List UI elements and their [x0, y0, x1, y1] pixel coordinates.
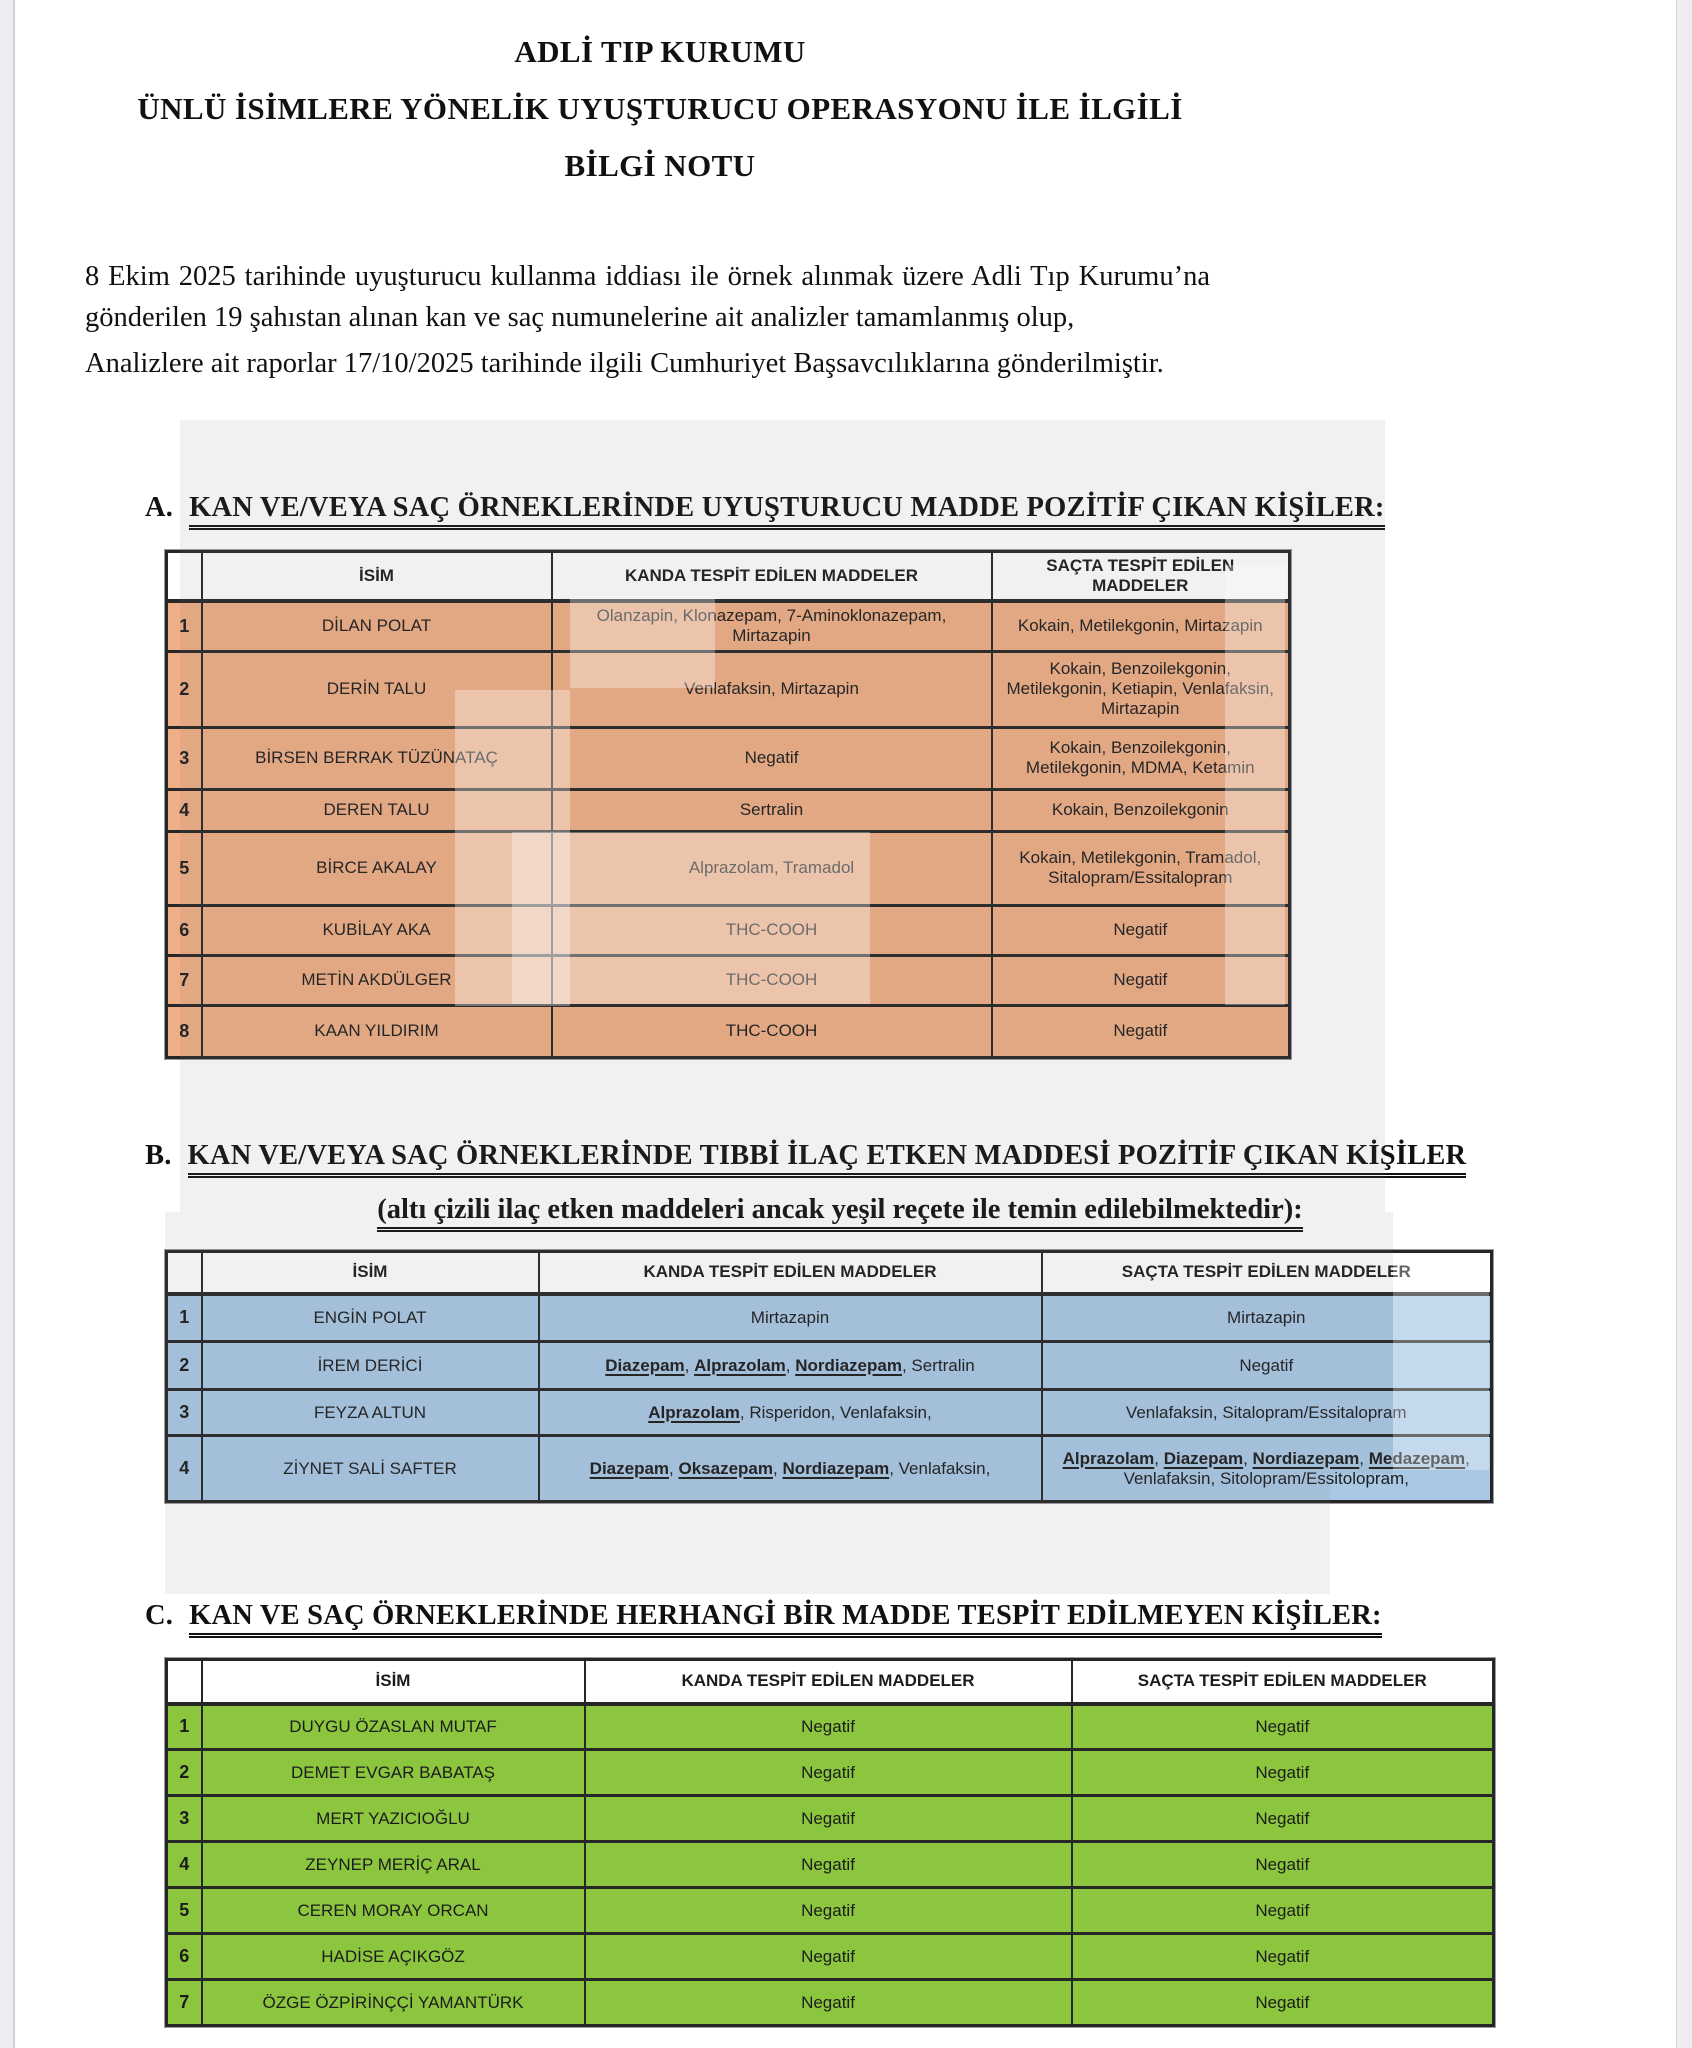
table-row — [167, 1342, 1492, 1390]
table-row — [167, 1294, 1492, 1342]
row-number-cell: 3 — [167, 1796, 202, 1842]
hair-substances-cell: Kokain, Benzoilekgonin, Metilekgonin, Ketiapin, Venlafaksin, Mirtazapin — [992, 651, 1290, 727]
person-name-cell: METİN AKDÜLGER — [202, 955, 552, 1005]
document-title-note: BİLGİ NOTU — [564, 148, 756, 183]
table-row — [167, 955, 1290, 1005]
column-header: SAÇTA TESPİT EDİLEN MADDELER — [992, 552, 1290, 602]
blood-substances-cell: Negatif — [552, 727, 992, 789]
hair-substances-cell: Negatif — [992, 1005, 1290, 1057]
row-number-cell: 1 — [167, 601, 202, 651]
green-prescription-substance: Nordiazepam — [782, 1458, 890, 1478]
hair-substances-cell: Negatif — [1072, 1842, 1494, 1888]
blood-substances-cell: Negatif — [585, 1796, 1072, 1842]
blood-substances-cell: Alprazolam, Risperidon, Venlafaksin, — [539, 1390, 1042, 1436]
person-name-cell: DEMET EVGAR BABATAŞ — [202, 1750, 585, 1796]
person-name-cell: DİLAN POLAT — [202, 601, 552, 651]
row-number-cell: 4 — [167, 1842, 202, 1888]
table-row — [167, 905, 1290, 955]
table-row — [167, 1842, 1494, 1888]
green-prescription-substance: Oksazepam — [678, 1458, 773, 1478]
table-row — [167, 831, 1290, 905]
green-prescription-substance: Medazepam — [1368, 1448, 1466, 1468]
document-subtitle: ÜNLÜ İSİMLERE YÖNELİK UYUŞTURUCU OPERASYONU İLE İLGİLİ — [137, 91, 1183, 126]
section-heading-text: KAN VE SAÇ ÖRNEKLERİNDE HERHANGİ BİR MADDE TESPİT EDİLMEYEN KİŞİLER: — [189, 1600, 1382, 1638]
table-header-row — [167, 1252, 1492, 1294]
green-prescription-substance: Alprazolam — [694, 1355, 786, 1375]
row-number-cell: 2 — [167, 1750, 202, 1796]
person-name-cell: DERİN TALU — [202, 651, 552, 727]
row-number-cell: 7 — [167, 955, 202, 1005]
section-heading-text: KAN VE/VEYA SAÇ ÖRNEKLERİNDE TIBBİ İLAÇ ETKEN MADDESİ POZİTİF ÇIKAN KİŞİLER — [188, 1140, 1467, 1178]
row-number-cell: 3 — [167, 727, 202, 789]
blood-substances-cell: Diazepam, Oksazepam, Nordiazepam, Venlafaksin, — [539, 1436, 1042, 1502]
section-c-heading — [145, 1600, 1645, 1632]
section-subheading-text: (altı çizili ilaç etken maddeleri ancak yeşil reçete ile temin edilebilmektedir): — [377, 1194, 1303, 1232]
hair-substances-cell: Kokain, Benzoilekgonin, Metilekgonin, MDMA, Ketamin — [992, 727, 1290, 789]
person-name-cell: DUYGU ÖZASLAN MUTAF — [202, 1704, 585, 1750]
blood-substances-cell: Negatif — [585, 1980, 1072, 2026]
column-header: İSİM — [202, 1660, 585, 1704]
hair-substances-cell: Negatif — [1072, 1750, 1494, 1796]
table-row — [167, 1796, 1494, 1842]
hair-substances-cell: Kokain, Metilekgonin, Tramadol, Sitalopram/Essitalopram — [992, 831, 1290, 905]
person-name-cell: ZİYNET SALİ SAFTER — [202, 1436, 539, 1502]
column-header: SAÇTA TESPİT EDİLEN MADDELER — [1042, 1252, 1492, 1294]
table-row — [167, 727, 1290, 789]
row-number-header — [167, 1252, 202, 1294]
negative-results-table — [165, 1658, 1495, 2027]
blood-substances-cell: Sertralin — [552, 789, 992, 831]
row-number-cell: 2 — [167, 1342, 202, 1390]
table-row — [167, 1888, 1494, 1934]
table-row — [167, 1980, 1494, 2026]
person-name-cell: FEYZA ALTUN — [202, 1390, 539, 1436]
section-b-heading — [145, 1140, 1645, 1172]
green-prescription-substance: Nordiazepam — [795, 1355, 902, 1375]
table-row — [167, 1390, 1492, 1436]
blood-substances-cell: Negatif — [585, 1704, 1072, 1750]
column-header: KANDA TESPİT EDİLEN MADDELER — [539, 1252, 1042, 1294]
blood-substances-cell: Alprazolam, Tramadol — [552, 831, 992, 905]
person-name-cell: BİRSEN BERRAK TÜZÜNATAÇ — [202, 727, 552, 789]
blood-substances-cell: THC-COOH — [552, 1005, 992, 1057]
hair-substances-cell: Venlafaksin, Sitalopram/Essitalopram — [1042, 1390, 1492, 1436]
positive-medication-table — [165, 1250, 1493, 1503]
column-header: KANDA TESPİT EDİLEN MADDELER — [552, 552, 992, 602]
row-number-cell: 7 — [167, 1980, 202, 2026]
row-number-cell: 3 — [167, 1390, 202, 1436]
hair-substances-cell: Mirtazapin — [1042, 1294, 1492, 1342]
hair-substances-cell: Kokain, Metilekgonin, Mirtazapin — [992, 601, 1290, 651]
table-header-row — [167, 552, 1290, 602]
row-number-cell: 8 — [167, 1005, 202, 1057]
person-name-cell: ENGİN POLAT — [202, 1294, 539, 1342]
blood-substances-cell: Negatif — [585, 1934, 1072, 1980]
section-a-heading — [145, 492, 1645, 524]
row-number-cell: 1 — [167, 1294, 202, 1342]
row-number-cell: 5 — [167, 1888, 202, 1934]
green-prescription-substance: Diazepam — [589, 1458, 670, 1478]
page-edge-left — [0, 0, 15, 2048]
person-name-cell: ÖZGE ÖZPİRİNÇÇİ YAMANTÜRK — [202, 1980, 585, 2026]
section-c — [145, 1600, 1645, 2027]
row-number-cell: 4 — [167, 1436, 202, 1502]
document-title: ADLİ TIP KURUMU — [514, 34, 806, 69]
table-row — [167, 651, 1290, 727]
page-edge-right — [1676, 0, 1692, 2048]
hair-substances-cell: Negatif — [1072, 1796, 1494, 1842]
row-number-header — [167, 552, 202, 602]
green-prescription-substance: Diazepam — [1163, 1448, 1244, 1468]
hair-substances-cell: Negatif — [992, 905, 1290, 955]
person-name-cell: KUBİLAY AKA — [202, 905, 552, 955]
person-name-cell: KAAN YILDIRIM — [202, 1005, 552, 1057]
hair-substances-cell: Negatif — [992, 955, 1290, 1005]
hair-substances-cell: Negatif — [1072, 1704, 1494, 1750]
row-number-cell: 4 — [167, 789, 202, 831]
section-b-subheading — [145, 1194, 1535, 1226]
section-letter: A. — [145, 492, 174, 523]
hair-substances-cell: Negatif — [1042, 1342, 1492, 1390]
table-row — [167, 1750, 1494, 1796]
table-row — [167, 1704, 1494, 1750]
row-number-cell: 6 — [167, 905, 202, 955]
blood-substances-cell: Olanzapin, Klonazepam, 7-Aminoklonazepam, Mirtazapin — [552, 601, 992, 651]
person-name-cell: ZEYNEP MERİÇ ARAL — [202, 1842, 585, 1888]
row-number-cell: 6 — [167, 1934, 202, 1980]
intro-paragraphs — [85, 256, 1210, 389]
person-name-cell: CEREN MORAY ORCAN — [202, 1888, 585, 1934]
row-number-cell: 2 — [167, 651, 202, 727]
green-prescription-substance: Diazepam — [605, 1355, 685, 1375]
section-a — [145, 492, 1645, 1059]
hair-substances-cell: Alprazolam, Diazepam, Nordiazepam, Medazepam, Venlafaksin, Sitolopram/Essitolopram, — [1042, 1436, 1492, 1502]
blood-substances-cell: Mirtazapin — [539, 1294, 1042, 1342]
blood-substances-cell: Negatif — [585, 1842, 1072, 1888]
blood-substances-cell: Diazepam, Alprazolam, Nordiazepam, Sertralin — [539, 1342, 1042, 1390]
hair-substances-cell: Negatif — [1072, 1934, 1494, 1980]
section-heading-text: KAN VE/VEYA SAÇ ÖRNEKLERİNDE UYUŞTURUCU MADDE POZİTİF ÇIKAN KİŞİLER: — [189, 492, 1384, 530]
table-row — [167, 1005, 1290, 1057]
positive-drugs-table — [165, 550, 1291, 1059]
column-header: SAÇTA TESPİT EDİLEN MADDELER — [1072, 1660, 1494, 1704]
column-header: KANDA TESPİT EDİLEN MADDELER — [585, 1660, 1072, 1704]
row-number-header — [167, 1660, 202, 1704]
table-header-row — [167, 1660, 1494, 1704]
person-name-cell: HADİSE AÇIKGÖZ — [202, 1934, 585, 1980]
table-row — [167, 1934, 1494, 1980]
column-header: İSİM — [202, 1252, 539, 1294]
section-letter: B. — [145, 1140, 172, 1171]
green-prescription-substance: Alprazolam — [1062, 1448, 1155, 1468]
blood-substances-cell: Negatif — [585, 1750, 1072, 1796]
person-name-cell: BİRCE AKALAY — [202, 831, 552, 905]
table-row — [167, 1436, 1492, 1502]
row-number-cell: 5 — [167, 831, 202, 905]
blood-substances-cell: Negatif — [585, 1888, 1072, 1934]
intro-paragraph: Analizlere ait raporlar 17/10/2025 tarihinde ilgili Cumhuriyet Başsavcılıklarına gönderilmiştir. — [85, 348, 1164, 380]
green-prescription-substance: Nordiazepam — [1252, 1448, 1360, 1468]
person-name-cell: DEREN TALU — [202, 789, 552, 831]
section-b — [145, 1140, 1645, 1503]
person-name-cell: MERT YAZICIOĞLU — [202, 1796, 585, 1842]
intro-paragraph: 8 Ekim 2025 tarihinde uyuşturucu kullanma iddiası ile örnek alınmak üzere Adli Tıp Kurumu’na gönderilen 19 şahıstan alınan kan ve saç numunelerine ait analizler tamamlanmış olup, — [85, 261, 1210, 334]
section-letter: C. — [145, 1600, 174, 1631]
hair-substances-cell: Negatif — [1072, 1980, 1494, 2026]
document-title-block — [85, 34, 1235, 205]
table-row — [167, 789, 1290, 831]
column-header: İSİM — [202, 552, 552, 602]
hair-substances-cell: Negatif — [1072, 1888, 1494, 1934]
table-row — [167, 601, 1290, 651]
row-number-cell: 1 — [167, 1704, 202, 1750]
blood-substances-cell: THC-COOH — [552, 955, 992, 1005]
hair-substances-cell: Kokain, Benzoilekgonin — [992, 789, 1290, 831]
person-name-cell: İREM DERİCİ — [202, 1342, 539, 1390]
blood-substances-cell: Venlafaksin, Mirtazapin — [552, 651, 992, 727]
green-prescription-substance: Alprazolam — [648, 1402, 740, 1422]
blood-substances-cell: THC-COOH — [552, 905, 992, 955]
